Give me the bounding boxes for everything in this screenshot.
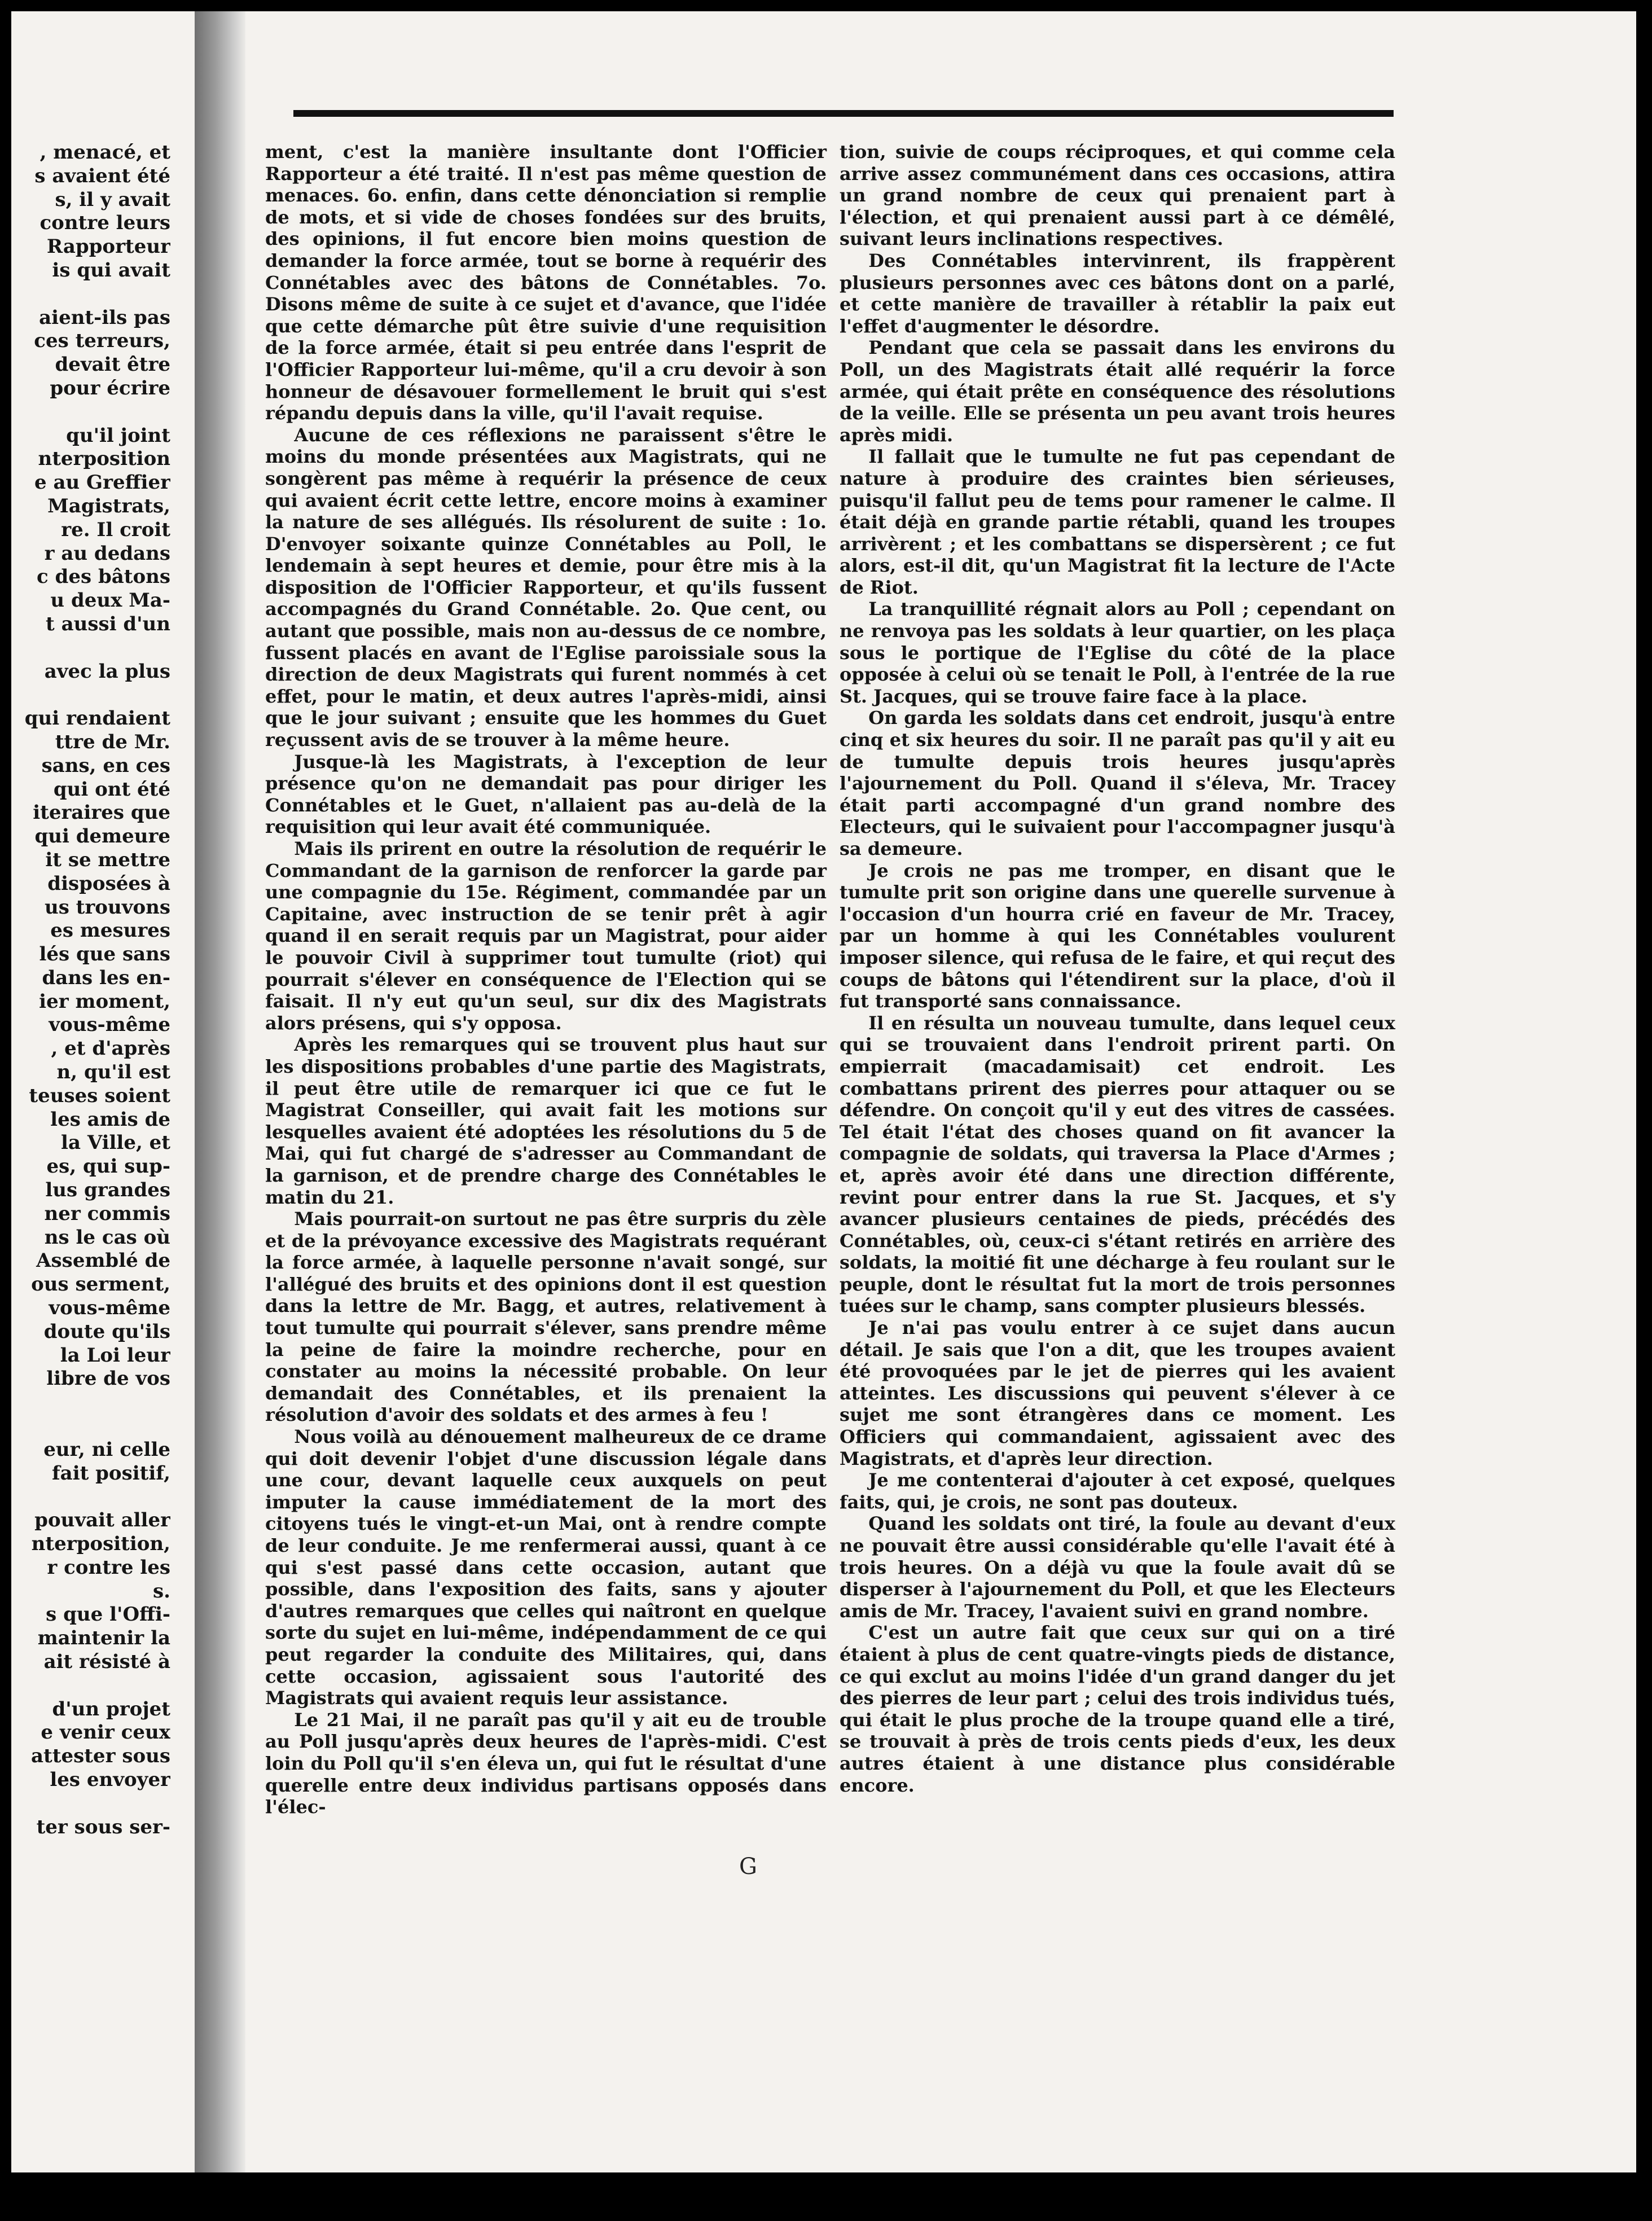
fragment-line: ait résisté à xyxy=(43,1651,170,1673)
fragment-line: pouvait aller xyxy=(34,1509,170,1532)
fragment-line: attester sous xyxy=(31,1745,170,1768)
paragraph: Des Connétables intervinrent, ils frappèrent plusieurs personnes avec ces bâtons dont on a parlé, et cette manière de travailler à rétablir la paix eut l'effet d'augmenter le désordre. xyxy=(840,249,1395,337)
fragment-line: pour écrire xyxy=(50,376,170,400)
paragraph: Jusque-là les Magistrats, à l'exception de leur présence qu'on ne demandait pas pour diriger les Connétables et le Guet, n'allaient pas au-delà de la requisition qui leur avait été communiquée. xyxy=(265,750,827,838)
fragment-line: s que l'Offi- xyxy=(46,1603,170,1626)
fragment-line: teuses soient xyxy=(29,1084,170,1107)
text-column-right xyxy=(840,141,1395,1796)
fragment-line: re. Il croit xyxy=(61,518,170,541)
fragment-line: s avaient été xyxy=(34,164,170,187)
corner-mark xyxy=(1601,0,1635,9)
paragraph: Je me contenterai d'ajouter à cet exposé, quelques faits, qui, je crois, ne sont pas douteux. xyxy=(840,1469,1395,1513)
fragment-line: e venir ceux xyxy=(41,1721,170,1744)
paragraph: Il en résulta un nouveau tumulte, dans lequel ceux qui se trouvaient dans l'endroit prirent parti. On empierrait (macadamisait) cet endroit. Les combattans prirent des pierres pour attaquer ou se défendre. On conçoit qu'il y eut des vitres de cassées. Tel était l'état des choses quand on fit avancer la compagnie de soldats, qui traversa la Place d'Armes ; et, après avoir été dans une direction différente, revint pour entrer dans la rue St. Jacques, et s'y avancer plusieurs centaines de pieds, précédés des Connétables, où, ceux-ci s'étant retirés en arrière des soldats, la moitié fit une décharge à feu roulant sur le peuple, dont le résultat fut la mort de trois personnes tuées sur le champ, sans compter plusieurs blessés. xyxy=(840,1012,1395,1317)
fragment-line: r au dedans xyxy=(44,542,170,565)
fragment-line: libre de vos xyxy=(46,1367,170,1390)
fragment-line: ter sous ser- xyxy=(36,1815,170,1838)
fragment-line: r contre les xyxy=(47,1556,170,1579)
fragment-line: avec la plus xyxy=(44,660,170,683)
paragraph: ment, c'est la manière insultante dont l'Officier Rapporteur a été traité. Il n'est pas même question de menaces. 6o. enfin, dans cette dénonciation si remplie de mots, et si vide de choses fondées sur des bruits, des opinions, il fut encore bien moins question de demander la force armée, tout se borne à requérir des Connétables avec des bâtons de Connétables. 7o. Disons même de suite à ce sujet et d'avance, que l'idée que cette démarche pût être suivie d'une requisition de la force armée, était si peu entrée dans l'esprit de l'Officier Rapporteur lui-même, qu'il a cru devoir à son honneur de désavouer formellement le bruit qui s'est répandu depuis dans la ville, qu'il l'avait requise. xyxy=(265,141,827,424)
fragment-line: nterposition xyxy=(38,447,170,471)
paragraph: tion, suivie de coups réciproques, et qui comme cela arrive assez communément dans ces occasions, attira un grand nombre de ceux qui prenaient part à l'élection, et qui prenaient aussi part à ce démêlé, suivant leurs inclinations respectives. xyxy=(840,141,1395,250)
paragraph: Quand les soldats ont tiré, la foule au devant d'eux ne pouvait être aussi considérable qu'elle l'avait été à trois heures. On a déjà vu que la foule avait dû se disperser à l'ajournement du Poll, et que les Electeurs amis de Mr. Tracey, l'avaient suivi en grand nombre. xyxy=(840,1513,1395,1622)
fragment-line: s, il y avait xyxy=(55,188,170,211)
fragment-line: qui demeure xyxy=(34,825,170,848)
text-column-middle xyxy=(265,141,827,1818)
fragment-line: es, qui sup- xyxy=(46,1155,170,1178)
page-gutter-shadow xyxy=(195,11,245,2206)
page-signature-mark: G xyxy=(739,1854,757,1880)
fragment-line: u deux Ma- xyxy=(50,589,170,612)
fragment-line xyxy=(11,1485,170,1509)
fragment-line: doute qu'ils xyxy=(43,1320,170,1343)
paragraph: Après les remarques qui se trouvent plus haut sur les dispositions probables d'une partie des Magistrats, il peut être utile de remarquer ici que ce fut le Magistrat Conseiller, qui avait fait les motions sur lesquelles avaient été adoptées les résolutions du 5 de Mai, qui fut chargé de s'adresser au Commandant de la garnison, et de prendre charge des Connétables le matin du 21. xyxy=(265,1034,827,1208)
fragment-line: s. xyxy=(153,1579,170,1603)
fragment-line: devait être xyxy=(55,353,170,376)
scan-bottom-border xyxy=(0,2172,1652,2221)
fragment-line: vous-même xyxy=(49,1013,170,1037)
fragment-line: les envoyer xyxy=(50,1768,170,1791)
paragraph: Il fallait que le tumulte ne fut pas cependant de nature à produire des craintes bien sérieuses, puisqu'il fallut peu de tems pour ramener le calme. Il était déjà en grande partie rétabli, quand les troupes arrivèrent ; et les combattans se dispersèrent ; ce fut alors, est-il dit, qu'un Magistrat fit la lecture de l'Acte de Riot. xyxy=(840,446,1395,598)
paragraph: Mais ils prirent en outre la résolution de requérir le Commandant de la garnison de renforcer la garde par une compagnie du 15e. Régiment, commandée par un Capitaine, avec instruction de se tenir prêt à agir quand il en serait requis par un Magistrat, pour aider le pouvoir Civil à supprimer tout tumulte (riot) qui pourrait s'élever en conséquence de l'Election qui se faisait. Il n'y eut qu'un seul, sur dix des Magistrats alors présens, qui s'y opposa. xyxy=(265,838,827,1034)
fragment-line: les amis de xyxy=(50,1108,170,1131)
fragment-line: t aussi d'un xyxy=(46,612,170,635)
fragment-line: qui ont été xyxy=(53,778,170,801)
fragment-line: e au Greffier xyxy=(34,471,170,494)
fragment-line xyxy=(11,401,170,424)
fragment-line: ous serment, xyxy=(31,1273,170,1296)
fragment-line xyxy=(11,1674,170,1698)
fragment-line: sans, en ces xyxy=(41,754,170,777)
fragment-line: , et d'après xyxy=(51,1037,170,1060)
fragment-line: qu'il joint xyxy=(66,424,170,447)
fragment-line xyxy=(11,1391,170,1415)
fragment-line xyxy=(11,637,170,660)
fragment-line: contre leurs xyxy=(39,212,170,235)
fragment-line: maintenir la xyxy=(37,1627,170,1650)
fragment-line: it se mettre xyxy=(45,848,170,871)
paragraph: Nous voilà au dénouement malheureux de ce drame qui doit devenir l'objet d'une discussion légale dans une cour, devant laquelle ceux auxquels on peut imputer la cause immédiatement de la mort des citoyens tués le vingt-et-un Mai, ont à rendre compte de leur conduite. Je me renfermerai aussi, quant à ce qui s'est passé dans cette occasion, autant que possible, dans l'exposition des faits, sans y ajouter d'autres remarques que celles qui naîtront en quelque sorte du sujet en lui-même, indépendamment de ce qui peut regarder la conduite des Militaires, qui, dans cette occasion, agissaient sous l'autorité des Magistrats qui avaient requis leur assistance. xyxy=(265,1426,827,1709)
fragment-line: Rapporteur xyxy=(46,235,170,258)
fragment-line: n, qu'il est xyxy=(56,1061,170,1084)
fragment-line: ns le cas où xyxy=(44,1226,170,1249)
fragment-line: fait positif, xyxy=(52,1461,170,1485)
paragraph: C'est un autre fait que ceux sur qui on a tiré étaient à plus de cent quatre-vingts pieds de distance, ce qui exclut au moins l'idée d'un grand danger du jet des pierres de leur part ; celui des trois individus tués, qui était le plus proche de la troupe quand elle a tiré, se trouvait à près de trois cents pieds d'eux, les deux autres étaient à une distance plus considérable encore. xyxy=(840,1622,1395,1796)
fragment-line: ier moment, xyxy=(39,990,170,1013)
paragraph: Aucune de ces réflexions ne paraissent s'être le moins du monde présentées aux Magistrats, qui ne songèrent pas même à requérir la présence de ceux qui avaient écrit cette lettre, encore moins à examiner la nature de ses allégués. Ils résolurent de suite : 1o. D'envoyer soixante quinze Connétables au Poll, le lendemain à sept heures et demie, pour être mis à la disposition de l'Officier Rapporteur, et qu'ils fussent accompagnés du Grand Connétable. 2o. Que cent, ou autant que possible, mais non au-dessus de ce nombre, fussent placés en avant de l'Eglise paroissiale sous la direction de deux Magistrats qui furent nommés à cet effet, pour le matin, et deux autres l'après-midi, ainsi que le jour suivant ; ensuite que les hommes du Guet reçussent avis de se trouver à la même heure. xyxy=(265,424,827,751)
fragment-line: ner commis xyxy=(44,1202,170,1225)
fragment-line: Magistrats, xyxy=(47,494,170,517)
fragment-line xyxy=(11,1415,170,1438)
fragment-line: c des bâtons xyxy=(37,565,170,589)
fragment-line xyxy=(11,683,170,707)
paragraph: Pendant que cela se passait dans les environs du Poll, un des Magistrats était allé requérir la force armée, qui était prête en conséquence des résolutions de la veille. Elle se présenta un peu avant trois heures après midi. xyxy=(840,337,1395,446)
fragment-line: aient-ils pas xyxy=(39,306,170,329)
fragment-line: eur, ni celle xyxy=(43,1438,170,1461)
fragment-line: lus grandes xyxy=(45,1179,170,1202)
fragment-line: iteraires que xyxy=(33,801,170,824)
fragment-line: la Loi leur xyxy=(60,1344,170,1367)
paragraph: Le 21 Mai, il ne paraît pas qu'il y ait eu de trouble au Poll jusqu'après deux heures de l'après-midi. C'est loin du Poll qu'il s'en éleva un, qui fut le résultat d'une querelle entre deux individus partisans opposés dans l'élec- xyxy=(265,1709,827,1818)
fragment-line xyxy=(11,1792,170,1816)
fragment-line: es mesures xyxy=(50,919,170,942)
fragment-line: la Ville, et xyxy=(61,1131,170,1155)
fragment-line: nterposition, xyxy=(31,1533,170,1556)
fragment-line: ces terreurs, xyxy=(34,330,170,353)
fragment-line: disposées à xyxy=(47,872,170,895)
fragment-line xyxy=(11,283,170,306)
fragment-line: lés que sans xyxy=(39,943,170,966)
fragment-line: vous-même xyxy=(49,1297,170,1320)
fragment-line: is qui avait xyxy=(52,258,170,282)
fragment-line: d'un projet xyxy=(52,1697,170,1720)
fragment-line: , menacé, et xyxy=(39,141,170,164)
paragraph: La tranquillité régnait alors au Poll ; cependant on ne renvoya pas les soldats à leur quartier, on les plaça sous le portique de l'Eglise du côté de la place opposée à celui où se tenait le Poll, à l'entrée de la rue St. Jacques, qui se trouve faire face à la place. xyxy=(840,598,1395,707)
fragment-line: dans les en- xyxy=(42,966,170,989)
header-rule xyxy=(293,110,1394,117)
fragment-line: Assemblé de xyxy=(36,1249,170,1272)
left-page-fragment xyxy=(11,141,170,1839)
fragment-line: qui rendaient xyxy=(24,707,170,730)
fragment-line: ttre de Mr. xyxy=(55,730,170,753)
fragment-line: us trouvons xyxy=(44,896,170,919)
paragraph: Je n'ai pas voulu entrer à ce sujet dans aucun détail. Je sais que l'on a dit, que les troupes avaient été provoquées par le jet de pierres qui les avaient atteintes. Les discussions qui peuvent s'élever à ce sujet me sont étrangères dans ce moment. Les Officiers qui commandaient, agissaient avec des Magistrats, et d'après leur direction. xyxy=(840,1317,1395,1469)
paragraph: On garda les soldats dans cet endroit, jusqu'à entre cinq et six heures du soir. Il ne paraît pas qu'il y ait eu de tumulte depuis trois heures jusqu'après l'ajournement du Poll. Quand il s'éleva, Mr. Tracey était parti accompagné d'un grand nombre des Electeurs, qui le suivaient pour l'accompagner jusqu'à sa demeure. xyxy=(840,707,1395,859)
paragraph: Je crois ne pas me tromper, en disant que le tumulte prit son origine dans une querelle survenue à l'occasion d'un hourra crié en faveur de Mr. Tracey, par un homme à qui les Connétables voulurent imposer silence, qui refusa de le faire, et qui reçut des coups de bâtons qui l'étendirent sur la place, d'où il fut transporté sans connaissance. xyxy=(840,859,1395,1012)
paragraph: Mais pourrait-on surtout ne pas être surpris du zèle et de la prévoyance excessive des Magistrats requérant la force armée, à laquelle personne n'avait songé, sur l'allégué des bruits et des opinions dont il est question dans la lettre de Mr. Bagg, et autres, relativement à tout tumulte qui pourrait s'élever, sans prendre même la peine de faire la moindre recherche, pour en constater au moins la nécessité probable. On leur demandait des Connétables, et ils prenaient la résolution d'avoir des soldats et des armes à feu ! xyxy=(265,1208,827,1426)
